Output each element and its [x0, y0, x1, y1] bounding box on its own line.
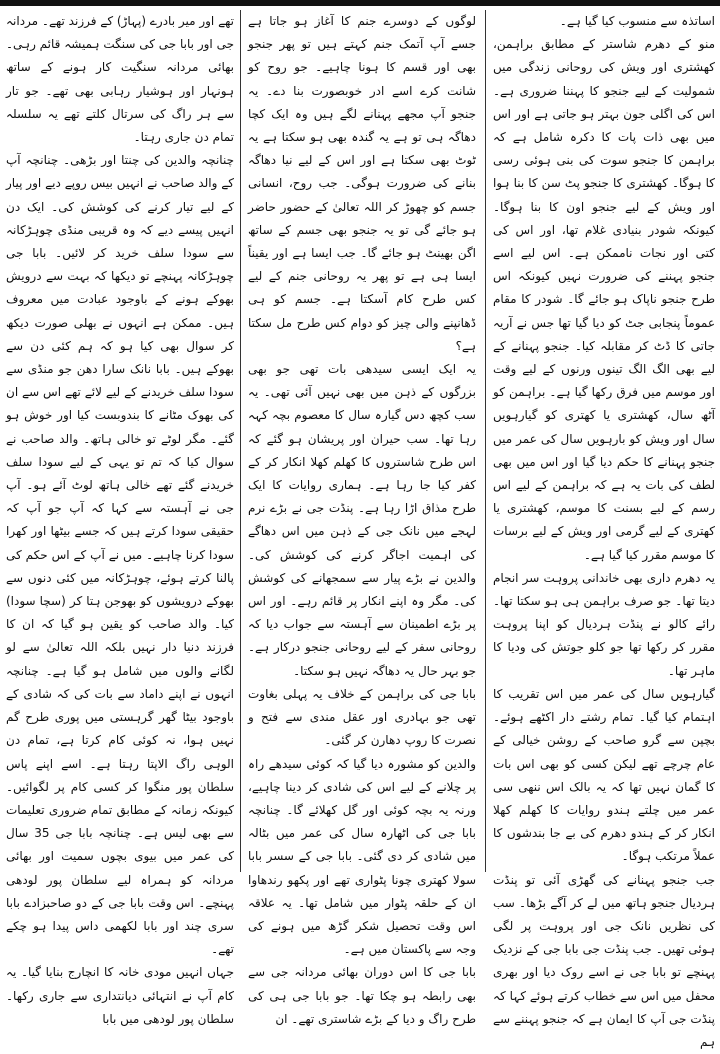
paragraph: لوگوں کے دوسرے جنم کا آغاز ہو جاتا ہے جسے آپ آتمک جنم کہتے ہیں تو پھر جنجو بھی اور قسم کا ہونا چاہیے۔ جو روح کو شانت کرے اسے ادر خوبصورت بنا دے۔ یہ جنجو آپ مجھے پہنانے لگے ہیں وہ ایک کچا دھاگہ ہی تو ہے یہ گندہ بھی ہو سکتا ہے یہ ٹوٹ بھی سکتا ہے اور اس کے لیے نیا دھاگہ بنانے کی ضرورت ہوگی۔ جب روح، انسانی جسم کو چھوڑ کر اللہ تعالیٰ کے حضور حاضر ہو جائے گی تو یہ جنجو بھی جسم کے ساتھ اگن بھینٹ ہو جائے گا۔ جب ایسا ہے اور یقیناً ایسا ہی ہے تو پھر یہ روحانی جنم کے لیے کس طرح کام آسکتا ہے۔ جسم کو ہی ڈھانپنے والی چیز کو دوام کس طرح مل سکتا ہے؟ [248, 14, 476, 353]
paragraph: چنانچہ والدین کی چنتا اور بڑھی۔ چنانچہ آپ کے والد صاحب نے انہیں بیس روپے دیے اور پیار کے لیے تیار کرنے کی کوشش کی۔ ایک دن انہیں پیسے دیے کہ وہ قریبی منڈی چوہڑکانہ سے سودا سلف خرید کر لائیں۔ بابا جی چوہڑکانہ پہنچے تو دیکھا کہ بہت سے درویش بھوکے ہونے کے باوجود عبادت میں معروف ہیں۔ ممکن ہے انہوں نے بھلی صورت دیکھ کر سوال بھی کیا ہو کہ ہم کئی دن سے بھوکے ہیں۔ بابا نانک سارا دھن جو منڈی سے سودا سلف خریدنے کے لیے لائے تھے اس سے ان کی بھوک مٹانے کا بندوبست کیا اور خوش ہو گئے۔ مگر لوٹے تو خالی ہاتھ۔ والد صاحب نے سوال کیا کہ تم تو یہی کے لیے سودا سلف خریدنے گئے تھے خالی ہاتھ لوٹ آئے ہو۔ آپ جی نے آہستہ سے کہا کہ آپ جو آپ کہ حقیقی سودا کرتے ہیں کہ جسے بیٹھا اور کھرا سودا کرنا چاہیے۔ میں نے آپ کے اس حکم کی پالنا کرتے ہوئے، چوہڑکانہ میں کئی دنوں سے بھوکے درویشوں کو بھوجن ہتا کر (سچا سودا) کیا۔ والد صاحب کو یقین ہو گیا کہ ان کا فرزند دنیا دار نہیں بلکہ اللہ تعالیٰ سے لو لگانے والوں میں شامل ہو گیا ہے۔ چنانچہ انہوں نے اپنے داماد سے بات کی کہ شادی کے باوجود بیٹا گھر گرہستی میں پوری طرح گم نہیں ہوا، نہ کوئی کام کرتا ہے، تمام دن الوہی راگ الاپتا رہتا ہے۔ اسے اپنے پاس سلطان پور منگوا کر کسی کام پر لگوائیں۔ کیونکہ زمانہ کے مطابق تمام ضروری تعلیمات سے بھی لیس ہے۔ چنانچہ بابا جی 35 سال کی عمر میں بیوی بچوں سمیت اور بھائی مردانہ کو ہمراہ لیے سلطان پور لودھی پہنچے۔ اس وقت بابا جی کے دو صاحبزادے بابا سری چند اور بابا لکھمی داس پیدا ہو چکے تھے۔ [6, 153, 234, 957]
paragraph: یہ ایک ایسی سیدھی بات تھی جو بھی بزرگوں کے ذہن میں بھی نہیں آئی تھی۔ یہ سب کچھ دس گیارہ سال کا معصوم بچہ کہہ رہا تھا۔ سب حیران اور پریشان ہو گئے کہ اس طرح شاستروں کا کھلم کھلا انکار کر کے کفر کیا جا رہا ہے۔ ہماری روایات کا ایک طرح مذاق اڑا رہا ہے۔ پنڈت جی نے بڑے نرم لہجے میں نانک جی کے ذہن میں اس دھاگے کی اہمیت اجاگر کرنے کی کوشش کی۔ والدین نے بڑے پیار سے سمجھانے کی کوشش کی۔ مگر وہ اپنے انکار پر قائم رہے۔ اور اس پر بڑے اطمینان سے آہستہ سے جواب دیا کہ روحانی سفر کے لیے روحانی جنجو درکار ہے۔ جو بہر حال یہ دھاگہ نہیں ہو سکتا۔ [248, 362, 476, 678]
paragraph: بابا جی کی براہمن کے خلاف یہ پہلی بغاوت تھی جو بہادری اور عقل مندی سے فتح و نصرت کا روپ دھارن کر گئی۔ [248, 686, 476, 748]
paragraph: بابا جی کا اس دوران بھائی مردانہ جی سے بھی رابطہ ہو چکا تھا۔ جو بابا جی ہی کی طرح راگ و دیا کے بڑے شاستری تھے۔ ان [248, 965, 476, 1026]
paragraph: یہ دھرم داری بھی خاندانی پروہت سر انجام دیتا تھا۔ جو صرف براہمن ہی ہو سکتا تھا۔ رائے کالو نے پنڈت ہردیال کو اپنا پروہت مقرر کر رکھا تھا جو کلو جوتش کی ودیا کا ماہر تھا۔ [493, 570, 715, 678]
column-divider [485, 10, 486, 872]
paragraph: اساتذہ سے منسوب کیا گیا ہے۔ [559, 14, 715, 28]
column-divider [240, 10, 241, 872]
text-column-middle [248, 10, 476, 1026]
paragraph: منو کے دھرم شاستر کے مطابق براہمن، کھشتری اور ویش کی روحانی زندگی میں شمولیت کے لیے جنجو کا پہننا ضروری ہے۔ اس کی اگلی جون بہتر ہو جاتی ہے اور اس میں بھی ذات پات کا دکرہ شامل ہے کہ براہمن کا جنجو سوت کی بنی ہوئی رسی کا ہوگا۔ کھشتری کا جنجو پٹ سن کا بنا ہوا اور ویش کے لیے جنجو اون کا بنا ہوگا۔ کیونکہ شودر بنیادی غلام تھا، اور اس کی کتی اور نجات ناممکن ہے۔ اس لیے اسے جنجو پہننے کی ضرورت نہیں کیونکہ اس طرح جنجو ناپاک ہو جائے گا۔ شودر کا مقام عموماً پنجابی جٹ کو دیا گیا تھا جس نے آریہ جاتی کا ڈٹ کر مقابلہ کیا۔ جنجو پہنانے کے لیے بھی الگ الگ تینوں ورنوں کے لیے وقت اور موسم میں فرق رکھا گیا ہے۔ براہمن کو آٹھ سال، کھشتری یا کھتری کو گیارہویں سال اور ویش کو بارہویں سال کی عمر میں جنجو پہنانے کا حکم دیا گیا اور اس میں بھی لطف کی بات یہ ہے کہ براہمن کے لیے اس رسم کے لیے بسنت کا موسم، کھشتری یا کھتری کے لیے گرمی اور ویش کے لیے برسات کا موسم مقرر کیا گیا ہے۔ [493, 37, 715, 562]
text-column-left [6, 10, 234, 1026]
top-border [0, 0, 720, 6]
paragraph: والدین کو مشورہ دیا گیا کہ کوئی سیدھے راہ پر چلانے کے لیے اس کی شادی کر دینا چاہیے، ورنہ یہ بچہ کوئی اور گل کھلائے گا۔ چنانچہ بابا جی کی اٹھارہ سال کی عمر میں بٹالہ میں شادی کر دی گئی۔ بابا جی کے سسر بابا سولا کھتری چونا پٹواری تھے اور پکھو رندھاوا ان کے حلقہ پٹوار میں شامل تھا۔ یہ علاقہ اس وقت تحصیل شکر گڑھ میں ہونے کی وجہ سے پاکستان میں ہے۔ [248, 756, 476, 957]
paragraph: تھے اور میر بادرے (پہاڑ) کے فرزند تھے۔ مردانہ جی اور بابا جی کی سنگت ہمیشہ قائم رہی۔ بھائی مردانہ سنگیت کار ہونے کے ساتھ ہونہار اور ہوشیار رہابی بھی تھے۔ جو تار سے ہر راگ کی سرتال کلتے تھے یہ سلسلہ تمام دن جاری رہتا۔ [6, 14, 234, 145]
paragraph: جب جنجو پہنانے کی گھڑی آئی تو پنڈت ہردیال جنجو ہاتھ میں لے کر آگے بڑھا۔ سب کی نظریں نانک جی اور پروہت پر لگی ہوئی تھیں۔ جب پنڈت جی بابا جی کے نزدیک پہنچے تو بابا جی نے اسے روک دیا اور بھری محفل میں اس سے خطاب کرتے ہوئے کہا کہ پنڈت جی آپ کا ایمان ہے کہ جنجو پہننے سے ہم [493, 872, 715, 1049]
paragraph: جہاں انہیں مودی خانہ کا انچارج بنایا گیا۔ یہ کام آپ نے انتہائی دیانتداری سے جاری رکھا۔ سلطان پور لودھی میں بابا [6, 965, 234, 1026]
paragraph: گیارہویں سال کی عمر میں اس تقریب کا اہتمام کیا گیا۔ تمام رشتے دار اکٹھے ہوئے۔ بچپن سے گرو صاحب کے روشن خیالی کے عام چرچے تھے لیکن کسی کو بھی اس بات کا گمان نہیں تھا کہ یہ بالک اس ننھی سی عمر میں چلتے ہندو روایات کا کھلم کھلا انکار کر کے ہندو دھرم کی بے جا بندشوں کا عملاً مرتکب ہوگا۔ [493, 686, 715, 864]
text-column-right [493, 10, 715, 1049]
